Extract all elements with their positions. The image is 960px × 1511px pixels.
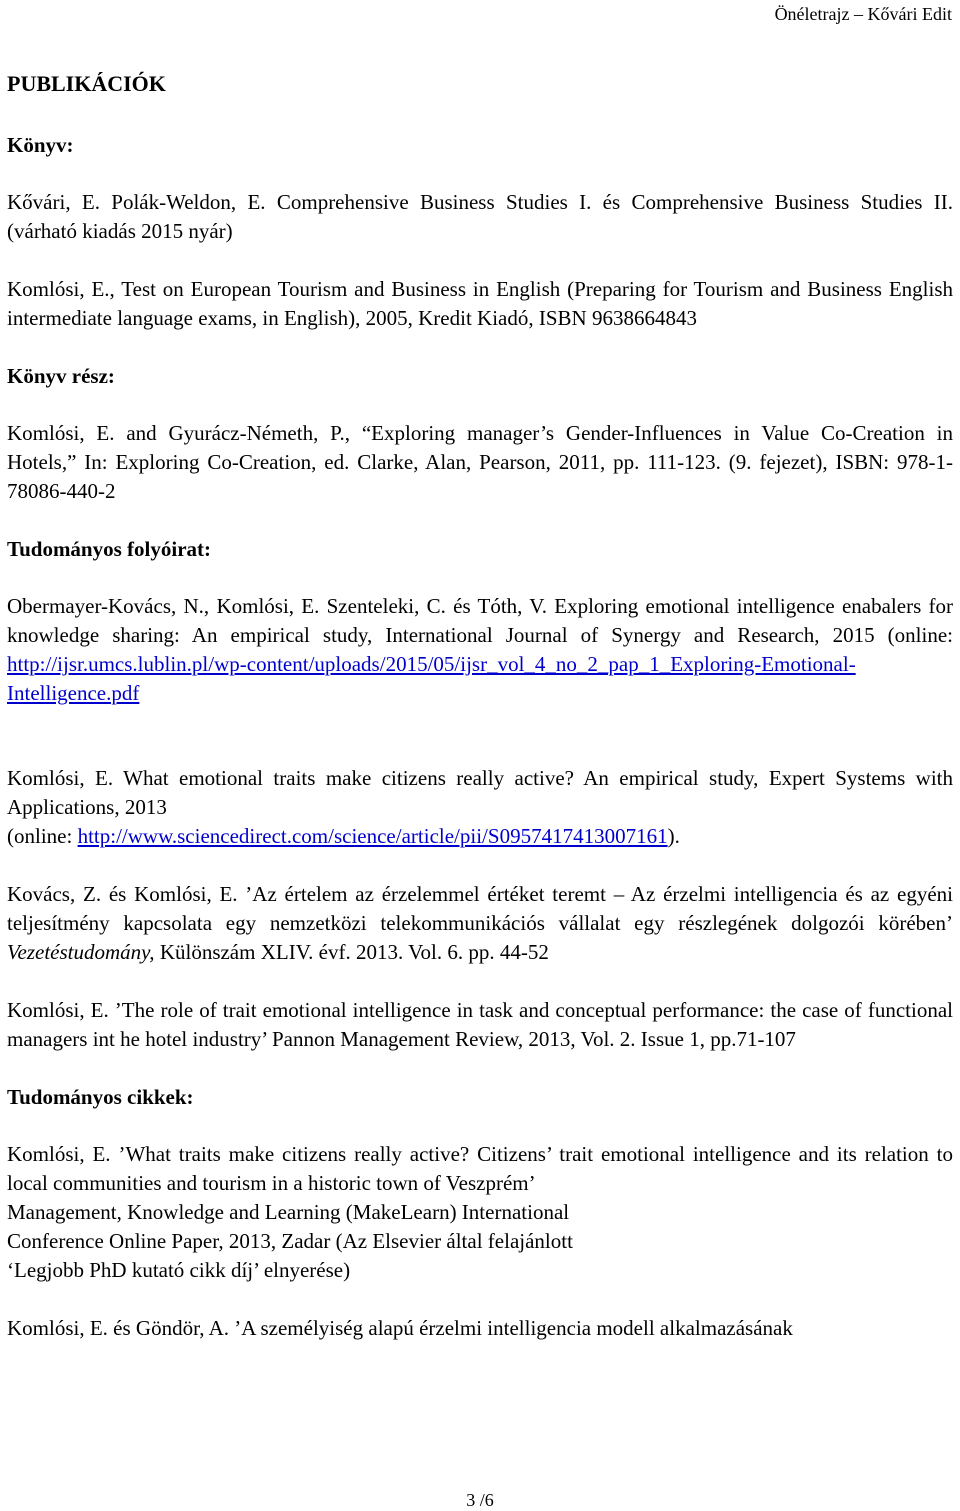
section-heading-journals: Tudományos folyóirat: <box>7 537 212 561</box>
journal-link[interactable]: http://ijsr.umcs.lublin.pl/wp-content/uploads/2015/05/ijsr_vol_4_no_2_pap_1_Exploring-Emotional-Intelligence.pdf <box>7 652 856 705</box>
book-entry: Kővári, E. Polák-Weldon, E. Comprehensive Business Studies I. és Comprehensive Business Studies II. (várható kiadás 2015 nyár) <box>7 190 953 243</box>
article-entry: Komlósi, E. és Göndör, A. ’A személyiség alapú érzelmi intelligencia modell alkalmazásának <box>7 1316 793 1340</box>
article-entry-line: ‘Legjobb PhD kutató cikk díj’ elnyerése) <box>7 1258 351 1282</box>
journal-entry: Komlósi, E. What emotional traits make citizens really active? An empirical study, Expert Systems with Applications, 2013 <box>7 766 953 819</box>
journal-entry: Komlósi, E. ’The role of trait emotional intelligence in task and conceptual performance: the case of functional managers int he hotel industry’ Pannon Management Review, 2013, Vol. 2. Issue 1, pp.71-107 <box>7 998 953 1051</box>
article-entry-line: Management, Knowledge and Learning (MakeLearn) International <box>7 1200 570 1224</box>
journal-entry: Kovács, Z. és Komlósi, E. ’Az értelem az érzelemmel értéket teremt – Az érzelmi intelligencia és az egyéni teljesítmény kapcsolata egy nemzetközi telekommunikációs vállalat egy részlegének dolgozói körében’ Vezetéstudomány, Különszám XLIV. évf. 2013. Vol. 6. pp. 44-52 <box>7 882 953 964</box>
article-entry: Komlósi, E. ’What traits make citizens really active? Citizens’ trait emotional intelligence and its relation to local communities and tourism in a historic town of Veszprém’ <box>7 1142 953 1195</box>
section-heading-book-chapter: Könyv rész: <box>7 364 115 388</box>
journal-link[interactable]: http://www.sciencedirect.com/science/article/pii/S0957417413007161 <box>77 824 668 848</box>
journal-entry-online: (online: http://www.sciencedirect.com/science/article/pii/S0957417413007161). <box>7 824 680 848</box>
article-entry-line: Conference Online Paper, 2013, Zadar (Az Elsevier által felajánlott <box>7 1229 573 1253</box>
book-entry: Komlósi, E., Test on European Tourism and Business in English (Preparing for Tourism and Business English intermediate language exams, in English), 2005, Kredit Kiadó, ISBN 9638664843 <box>7 277 953 330</box>
publications-content <box>7 64 953 1343</box>
page-title: PUBLIKÁCIÓK <box>7 71 166 96</box>
page-number: 3 /6 <box>466 1490 494 1510</box>
book-chapter-entry: Komlósi, E. and Gyurácz-Németh, P., “Exploring manager’s Gender-Influences in Value Co-Creation in Hotels,” In: Exploring Co-Creation, ed. Clarke, Alan, Pearson, 2011, pp. 111-123. (9. fejezet), ISBN: 978-1-78086-440-2 <box>7 421 953 503</box>
section-heading-book: Könyv: <box>7 133 74 157</box>
running-header: Önéletrajz – Kővári Edit <box>774 4 952 24</box>
section-heading-articles: Tudományos cikkek: <box>7 1085 194 1109</box>
journal-entry: Obermayer-Kovács, N., Komlósi, E. Szenteleki, C. és Tóth, V. Exploring emotional intelligence enabalers for knowledge sharing: An empirical study, International Journal of Synergy and Research, 2015 (online: http://ijsr.umcs.lublin.pl/wp-content/uploads/2015/05/ijsr_vol_4_no_2_pap_1_Exploring-Emotional-Intelligence.pdf <box>7 594 953 705</box>
